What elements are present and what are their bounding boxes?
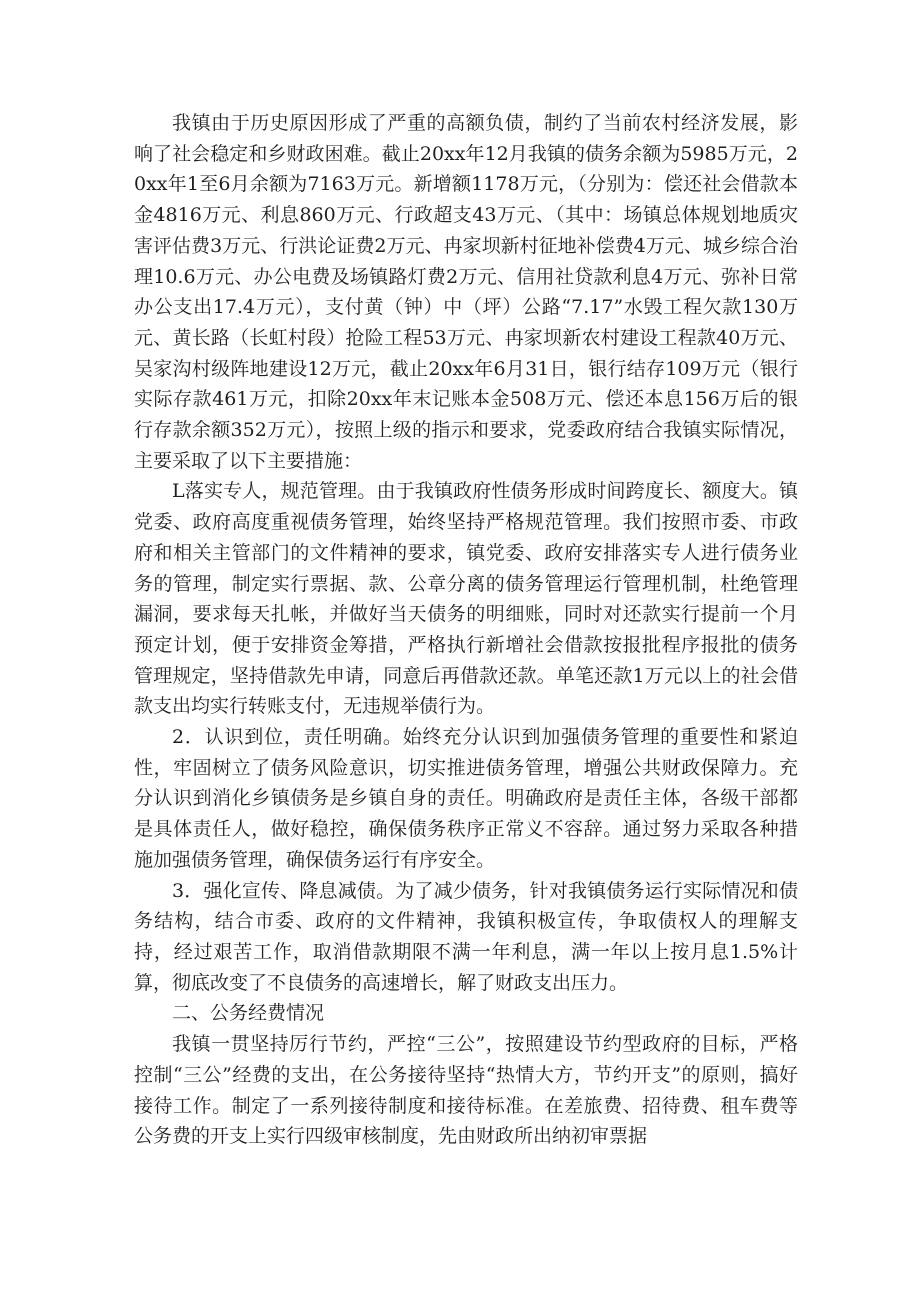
- paragraph-measure-3: 3．强化宣传、降息减债。为了减少债务，针对我镇债务运行实际情况和债务结构，结合市委、政府的文件精神，我镇积极宣传，争取债权人的理解支持，经过艰苦工作，取消借款期限不满一年利息，满一年以上按月息1.5%计算，彻底改变了不良债务的高速增长，解了财政支出压力。: [134, 879, 798, 994]
- paragraph-public-expenses: 我镇一贯坚持厉行节约，严控“三公”，按照建设节约型政府的目标，严格控制“三公”经费的支出，在公务接待坚持“热情大方，节约开支”的原则，搞好接待工作。制定了一系列接待制度和接待标准。在差旅费、招待费、租车费等公务费的开支上实行四级审核制度，先由财政所出纳初审票据: [134, 1033, 798, 1148]
- section-heading-public-expenses: 二、公务经费情况: [172, 1002, 325, 1025]
- paragraph-measure-1: L落实专人，规范管理。由于我镇政府性债务形成时间跨度长、额度大。镇党委、政府高度重视债务管理，始终坚持严格规范管理。我们按照市委、市政府和相关主管部门的文件精神的要求，镇党委、政府安排落实专人进行债务业务的管理，制定实行票据、款、公章分离的债务管理运行管理机制，杜绝管理漏洞，要求每天扎帐，并做好当天债务的明细账，同时对还款实行提前一个月预定计划，便于安排资金筹措，严格执行新增社会借款按报批程序报批的债务管理规定，坚持借款先申请，同意后再借款还款。单笔还款1万元以上的社会借款支出均实行转账支付，无违规举债行为。: [134, 480, 798, 718]
- document-body: [134, 108, 798, 1152]
- paragraph-measure-2: 2．认识到位，责任明确。始终充分认识到加强债务管理的重要性和紧迫性，牢固树立了债务风险意识，切实推进债务管理，增强公共财政保障力。充分认识到消化乡镇债务是乡镇自身的责任。明确政府是责任主体，各级干部都是具体责任人，做好稳控，确保债务秩序正常义不容辞。通过努力采取各种措施加强债务管理，确保债务运行有序安全。: [134, 726, 798, 871]
- paragraph-debt-overview: 我镇由于历史原因形成了严重的高额负债，制约了当前农村经济发展，影响了社会稳定和乡财政困难。截止20xx年12月我镇的债务余额为5985万元，20xx年1至6月余额为7163万元。新增额1178万元，（分别为：偿还社会借款本金4816万元、利息860万元、行政超支43万元、（其中：场镇总体规划地质灾害评估费3万元、行洪论证费2万元、冉家坝新村征地补偿费4万元、城乡综合治理10.6万元、办公电费及场镇路灯费2万元、信用社贷款利息4万元、弥补日常办公支出17.4万元），支付黄（钟）中（坪）公路“7.17”水毁工程欠款130万元、黄长路（长虹村段）抢险工程53万元、冉家坝新农村建设工程款40万元、吴家沟村级阵地建设12万元，截止20xx年6月31日，银行结存109万元（银行实际存款461万元，扣除20xx年末记账本金508万元、偿还本息156万后的银行存款余额352万元），按照上级的指示和要求，党委政府结合我镇实际情况，主要采取了以下主要措施：: [134, 112, 798, 472]
